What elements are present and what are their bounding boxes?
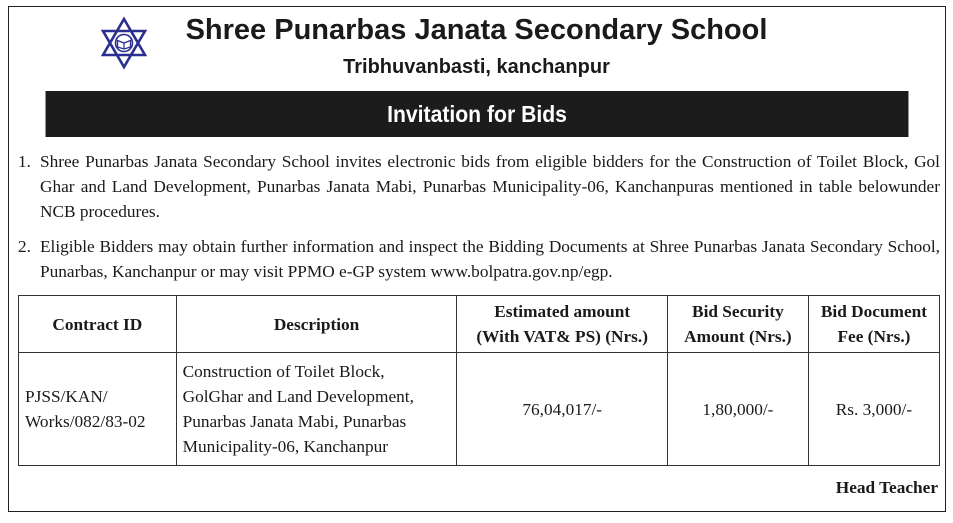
header-document-fee [808,296,939,353]
cell-description [176,353,457,466]
signatory: Head Teacher [835,478,938,497]
header-text: Bid Security [692,302,784,321]
table-row [19,353,940,466]
school-name [0,14,953,47]
cell-text: PJSS/KAN/ [25,387,108,406]
header-text: Fee (Nrs.) [837,327,911,346]
header-text: (With VAT& PS) (Nrs.) [476,327,648,346]
bids-table [18,295,940,466]
header-contract-id [19,296,177,353]
paragraph-text: Eligible Bidders may obtain further information and inspect the Bidding Documents at Shree Punarbas Janata Secondary School, Punarbas, Kanchanpur or may visit PPMO e-GP system www.bolpatra.gov.np/egp. [40,237,940,281]
header-text: Contract ID [52,314,143,334]
paragraph-2 [18,234,940,284]
school-location: Tribhuvanbasti, kanchanpur [343,56,610,78]
header-description [176,296,457,353]
cell-text: Construction of Toilet Block, [182,362,385,381]
paragraph-number: 1. [18,152,31,171]
cell-text: Punarbas Janata Mabi, Punarbas [182,412,407,431]
header-text: Estimated amount [494,302,631,321]
title-banner [46,91,909,137]
cell-document-fee: Rs. 3,000/- [808,353,939,466]
cell-bid-security: 1,80,000/- [667,353,808,466]
paragraph-1 [18,149,940,224]
banner-title: Invitation for Bids [387,101,567,127]
header-bid-security [667,296,808,353]
cell-estimated-amount: 76,04,017/- [457,353,667,466]
cell-contract-id [19,353,177,466]
school-name-text: Shree Punarbas Janata Secondary School [185,14,768,46]
cell-text: Works/082/83-02 [25,412,146,431]
header-text: Bid Document [820,302,927,321]
table-header-row [19,296,940,353]
header-estimated-amount [457,296,667,353]
paragraph-number: 2. [18,237,31,256]
header-text: Amount (Nrs.) [684,327,792,346]
cell-text: Municipality-06, Kanchanpur [182,437,388,456]
header-text: Description [273,314,360,334]
cell-text: GolGhar and Land Development, [182,387,414,406]
paragraph-text: Shree Punarbas Janata Secondary School invites electronic bids from eligible bidders for the Construction of Toilet Block, Gol Ghar and Land Development, Punarbas Janata Mabi, Punarbas Municipality-06, Kanchanpuras mentioned in table belowunder NCB procedures. [40,152,940,221]
